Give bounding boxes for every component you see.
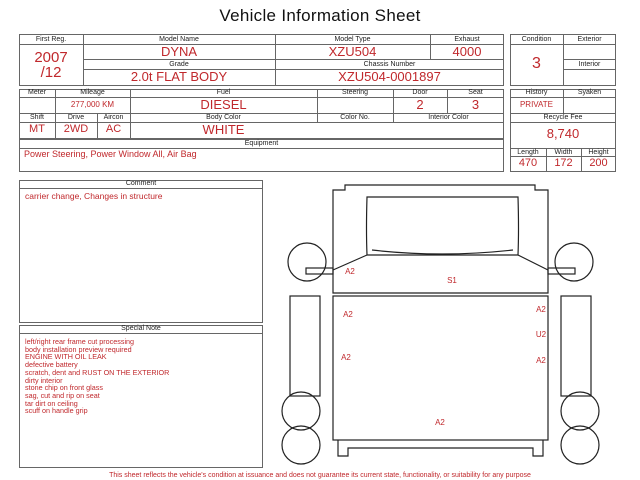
- damage-mark: A2: [341, 353, 351, 362]
- rear-bumper: [338, 440, 543, 456]
- comment-text: carrier change, Changes in structure: [25, 191, 163, 201]
- length-value: 470: [518, 157, 538, 169]
- model-type-label: Model Type: [334, 36, 371, 43]
- rear-right-wheel-2: [561, 426, 599, 464]
- mileage-value: 277,000 KM: [70, 100, 115, 109]
- color-no-label: Color No.: [340, 114, 370, 121]
- front-right-wheel: [555, 243, 593, 281]
- special-note-label: Special Note: [121, 325, 161, 332]
- seat-value: 3: [471, 97, 480, 112]
- drive-label: Drive: [67, 114, 85, 121]
- condition-value: 3: [532, 55, 541, 72]
- shift-value: MT: [29, 123, 45, 135]
- windshield-inner: [372, 250, 513, 254]
- front-left-wheel: [288, 243, 326, 281]
- special-note-item: stone chip on front glass: [25, 383, 103, 393]
- left-side-panel: [290, 296, 320, 396]
- right-side-panel: [561, 296, 591, 396]
- damage-mark: U2: [535, 330, 547, 339]
- aircon-label: Aircon: [103, 114, 124, 121]
- rear-right-wheel: [561, 392, 599, 430]
- damage-mark: A2: [345, 267, 355, 276]
- left-mirror: [306, 268, 333, 274]
- model-name-value: DYNA: [160, 44, 198, 59]
- sheet-title: Vehicle Information Sheet: [219, 6, 421, 25]
- special-note-item: sag, cut and rip on seat: [25, 390, 100, 400]
- rear-left-wheel-2: [282, 426, 320, 464]
- chassis-number-value: XZU504-0001897: [338, 69, 441, 84]
- special-note-item: scratch, dent and RUST ON THE EXTERIOR: [25, 367, 170, 377]
- chassis-number-label: Chassis Number: [363, 61, 416, 68]
- shift-label: Shift: [29, 114, 44, 121]
- grade-value: 2.0t FLAT BODY: [130, 69, 228, 84]
- fuel-value: DIESEL: [200, 97, 247, 112]
- windshield: [367, 197, 519, 255]
- seat-label: Seat: [468, 89, 483, 96]
- fuel-label: Fuel: [216, 89, 231, 96]
- exterior-label: Exterior: [577, 36, 602, 43]
- damage-mark: A2: [536, 356, 546, 365]
- special-note-item: left/right rear frame cut processing: [25, 337, 135, 346]
- special-note-item: body installation preview required: [25, 344, 132, 354]
- steering-label: Steering: [341, 89, 369, 96]
- first-reg-year: 2007: [34, 49, 68, 66]
- recycle-fee-label: Recycle Fee: [543, 114, 583, 121]
- special-note-item: tar dirt on ceiling: [25, 398, 78, 408]
- special-note-item: ENGINE WITH OIL LEAK: [25, 352, 107, 362]
- damage-mark: A2: [435, 418, 445, 427]
- right-mirror: [548, 268, 575, 274]
- length-label: Length: [517, 149, 539, 156]
- door-value: 2: [416, 97, 424, 112]
- height-value: 200: [589, 157, 608, 169]
- history-value: PRIVATE: [519, 100, 554, 109]
- body-color-label: Body Color: [206, 114, 241, 121]
- disclaimer: This sheet reflects the vehicle's condition at issuance and does not guarantee its current state, functionality, or suitability for any purpose: [109, 472, 531, 479]
- aircon-value: AC: [105, 123, 122, 135]
- damage-mark: S1: [447, 276, 457, 285]
- rear-left-wheel: [282, 392, 320, 430]
- special-note-item: scuff on handle grip: [25, 406, 88, 416]
- exhaust-label: Exhaust: [454, 36, 480, 43]
- first-reg-month: /12: [40, 64, 62, 81]
- width-value: 172: [554, 157, 573, 169]
- drive-value: 2WD: [63, 123, 89, 135]
- mileage-label: Mileage: [80, 89, 105, 96]
- model-type-value: XZU504: [328, 44, 377, 59]
- syaken-label: Syaken: [577, 89, 602, 96]
- first-reg-label: First Reg.: [35, 36, 67, 43]
- condition-label: Condition: [521, 36, 552, 43]
- meter-label: Meter: [28, 89, 46, 96]
- damage-mark: A2: [536, 305, 546, 314]
- comment-label: Comment: [125, 180, 157, 187]
- model-name-label: Model Name: [159, 36, 199, 43]
- damage-mark: A2: [343, 310, 353, 319]
- history-label: History: [525, 89, 548, 96]
- equipment-label: Equipment: [244, 140, 279, 147]
- height-label: Height: [588, 149, 609, 156]
- exhaust-value: 4000: [452, 44, 482, 59]
- cab-outline: [333, 185, 548, 293]
- interior-label: Interior: [578, 61, 601, 68]
- body-color-value: WHITE: [202, 122, 245, 137]
- interior-color-label: Interior Color: [428, 114, 469, 121]
- special-note-item: defective battery: [25, 360, 78, 370]
- door-label: Door: [412, 89, 428, 96]
- grade-label: Grade: [169, 61, 189, 68]
- equipment-value: Power Steering, Power Window All, Air Bag: [24, 149, 197, 159]
- recycle-fee-value: 8,740: [546, 126, 580, 141]
- special-note-item: dirty interior: [25, 375, 63, 385]
- width-label: Width: [554, 149, 573, 156]
